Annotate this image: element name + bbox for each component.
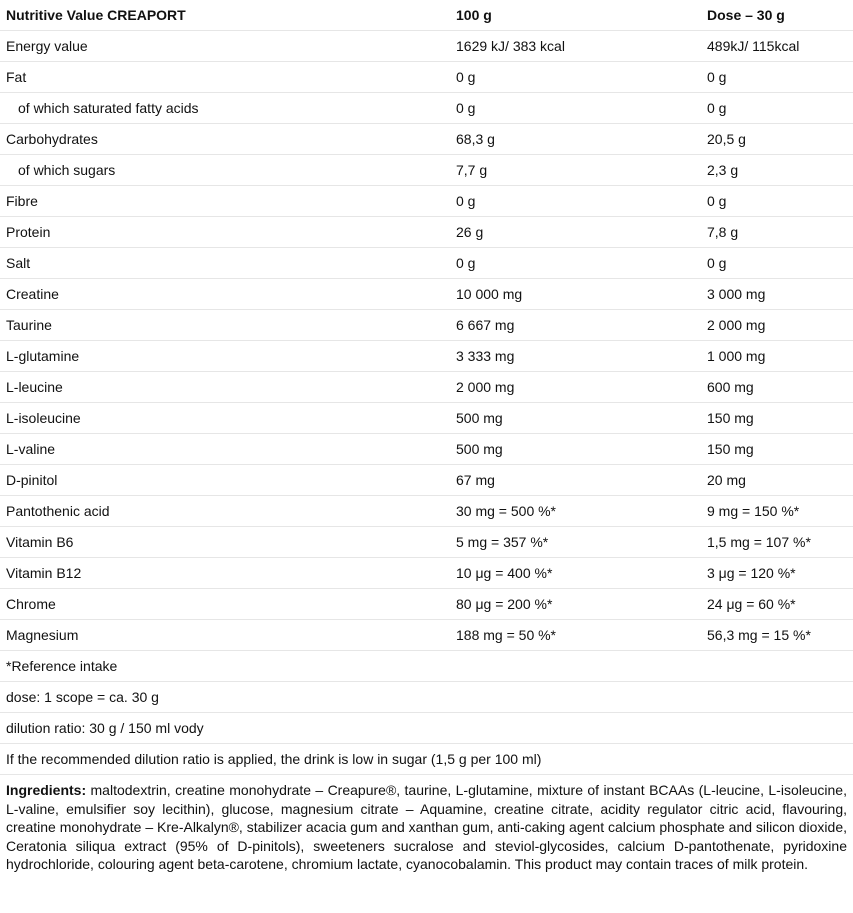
per-dose-cell: 2,3 g: [701, 155, 853, 186]
table-row: [0, 558, 853, 589]
nutrient-name-cell: L-leucine: [0, 372, 450, 403]
nutrient-name-cell: L-valine: [0, 434, 450, 465]
per-100g-cell: 0 g: [450, 186, 701, 217]
per-dose-cell: 2 000 mg: [701, 310, 853, 341]
nutrient-name-cell: Pantothenic acid: [0, 496, 450, 527]
table-row: [0, 124, 853, 155]
ingredients-label: Ingredients:: [6, 782, 87, 798]
per-dose-cell: 7,8 g: [701, 217, 853, 248]
table-row: [0, 186, 853, 217]
nutrient-name-cell: of which sugars: [0, 155, 450, 186]
per-dose-cell: 0 g: [701, 62, 853, 93]
per-dose-cell: 150 mg: [701, 403, 853, 434]
note-text: dilution ratio: 30 g / 150 ml vody: [0, 713, 853, 744]
per-dose-cell: 489kJ/ 115kcal: [701, 31, 853, 62]
table-row: [0, 496, 853, 527]
nutrient-name-cell: Creatine: [0, 279, 450, 310]
per-dose-cell: 1,5 mg = 107 %*: [701, 527, 853, 558]
per-100g-cell: 10 μg = 400 %*: [450, 558, 701, 589]
nutrient-name-cell: Protein: [0, 217, 450, 248]
nutrient-name-cell: Salt: [0, 248, 450, 279]
ingredients-text: maltodextrin, creatine monohydrate – Creapure®, taurine, L-glutamine, mixture of instant BCAAs (L-leucine, L-isoleucine, L-valine, emulsifier soy lecithin), glucose, magnesium citrate – Aquamine, creatine citrate, acidity regulator citric acid, flavouring, creatine monohydrate – Kre-Alkalyn®, stabilizer acacia gum and xanthan gum, anti-caking agent calcium phosphate and silicon dioxide, Ceratonia siliqua extract (95% of D-pinitols), sweeteners sucralose and steviol-glycosides, calcium D-pantothenate, pyridoxine hydrochloride, colouring agent beta-carotene, chromium lactate, cyanocobalamin. This product may contain traces of milk protein.: [6, 782, 847, 872]
nutrient-name-cell: Magnesium: [0, 620, 450, 651]
table-row: [0, 465, 853, 496]
table-row: [0, 341, 853, 372]
table-row: [0, 620, 853, 651]
nutrient-name-cell: Fat: [0, 62, 450, 93]
per-dose-cell: 9 mg = 150 %*: [701, 496, 853, 527]
nutrient-name-cell: Chrome: [0, 589, 450, 620]
note-text: If the recommended dilution ratio is applied, the drink is low in sugar (1,5 g per 100 ml): [0, 744, 853, 775]
note-row: [0, 713, 853, 744]
table-row: [0, 310, 853, 341]
table-row: [0, 93, 853, 124]
per-100g-cell: 67 mg: [450, 465, 701, 496]
nutrient-name-cell: Fibre: [0, 186, 450, 217]
note-text: dose: 1 scope = ca. 30 g: [0, 682, 853, 713]
table-row: [0, 527, 853, 558]
nutrient-name-cell: Vitamin B12: [0, 558, 450, 589]
nutrient-name-cell: L-isoleucine: [0, 403, 450, 434]
note-text: *Reference intake: [0, 651, 853, 682]
table-row: [0, 217, 853, 248]
per-dose-cell: 3 μg = 120 %*: [701, 558, 853, 589]
per-100g-cell: 500 mg: [450, 434, 701, 465]
per-dose-cell: 1 000 mg: [701, 341, 853, 372]
note-row: [0, 651, 853, 682]
per-dose-cell: 0 g: [701, 93, 853, 124]
per-100g-cell: 26 g: [450, 217, 701, 248]
per-100g-cell: 0 g: [450, 248, 701, 279]
note-row: [0, 744, 853, 775]
per-dose-cell: 3 000 mg: [701, 279, 853, 310]
table-row: [0, 403, 853, 434]
table-row: [0, 248, 853, 279]
per-100g-cell: 1629 kJ/ 383 kcal: [450, 31, 701, 62]
per-100g-cell: 500 mg: [450, 403, 701, 434]
per-100g-cell: 30 mg = 500 %*: [450, 496, 701, 527]
table-row: [0, 62, 853, 93]
per-100g-cell: 80 μg = 200 %*: [450, 589, 701, 620]
table-header-row: [0, 0, 853, 31]
per-dose-cell: 600 mg: [701, 372, 853, 403]
header-per-100g: 100 g: [450, 0, 701, 31]
per-100g-cell: 3 333 mg: [450, 341, 701, 372]
per-100g-cell: 68,3 g: [450, 124, 701, 155]
per-100g-cell: 0 g: [450, 62, 701, 93]
table-row: [0, 434, 853, 465]
per-100g-cell: 7,7 g: [450, 155, 701, 186]
note-row: [0, 682, 853, 713]
per-100g-cell: 188 mg = 50 %*: [450, 620, 701, 651]
nutrient-name-cell: D-pinitol: [0, 465, 450, 496]
per-dose-cell: 56,3 mg = 15 %*: [701, 620, 853, 651]
per-100g-cell: 2 000 mg: [450, 372, 701, 403]
table-row: [0, 372, 853, 403]
ingredients-paragraph: [0, 781, 853, 874]
header-per-dose: Dose – 30 g: [701, 0, 853, 31]
per-dose-cell: 0 g: [701, 186, 853, 217]
nutrient-name-cell: of which saturated fatty acids: [0, 93, 450, 124]
per-dose-cell: 0 g: [701, 248, 853, 279]
per-100g-cell: 10 000 mg: [450, 279, 701, 310]
per-100g-cell: 6 667 mg: [450, 310, 701, 341]
table-row: [0, 589, 853, 620]
per-dose-cell: 150 mg: [701, 434, 853, 465]
nutrient-name-cell: Energy value: [0, 31, 450, 62]
per-dose-cell: 20 mg: [701, 465, 853, 496]
per-dose-cell: 24 μg = 60 %*: [701, 589, 853, 620]
nutrient-name-cell: Vitamin B6: [0, 527, 450, 558]
table-row: [0, 279, 853, 310]
header-nutritive-value: Nutritive Value CREAPORT: [0, 0, 450, 31]
table-row: [0, 155, 853, 186]
nutrient-name-cell: Carbohydrates: [0, 124, 450, 155]
per-100g-cell: 0 g: [450, 93, 701, 124]
nutrient-name-cell: Taurine: [0, 310, 450, 341]
table-row: [0, 31, 853, 62]
nutrient-name-cell: L-glutamine: [0, 341, 450, 372]
per-dose-cell: 20,5 g: [701, 124, 853, 155]
per-100g-cell: 5 mg = 357 %*: [450, 527, 701, 558]
